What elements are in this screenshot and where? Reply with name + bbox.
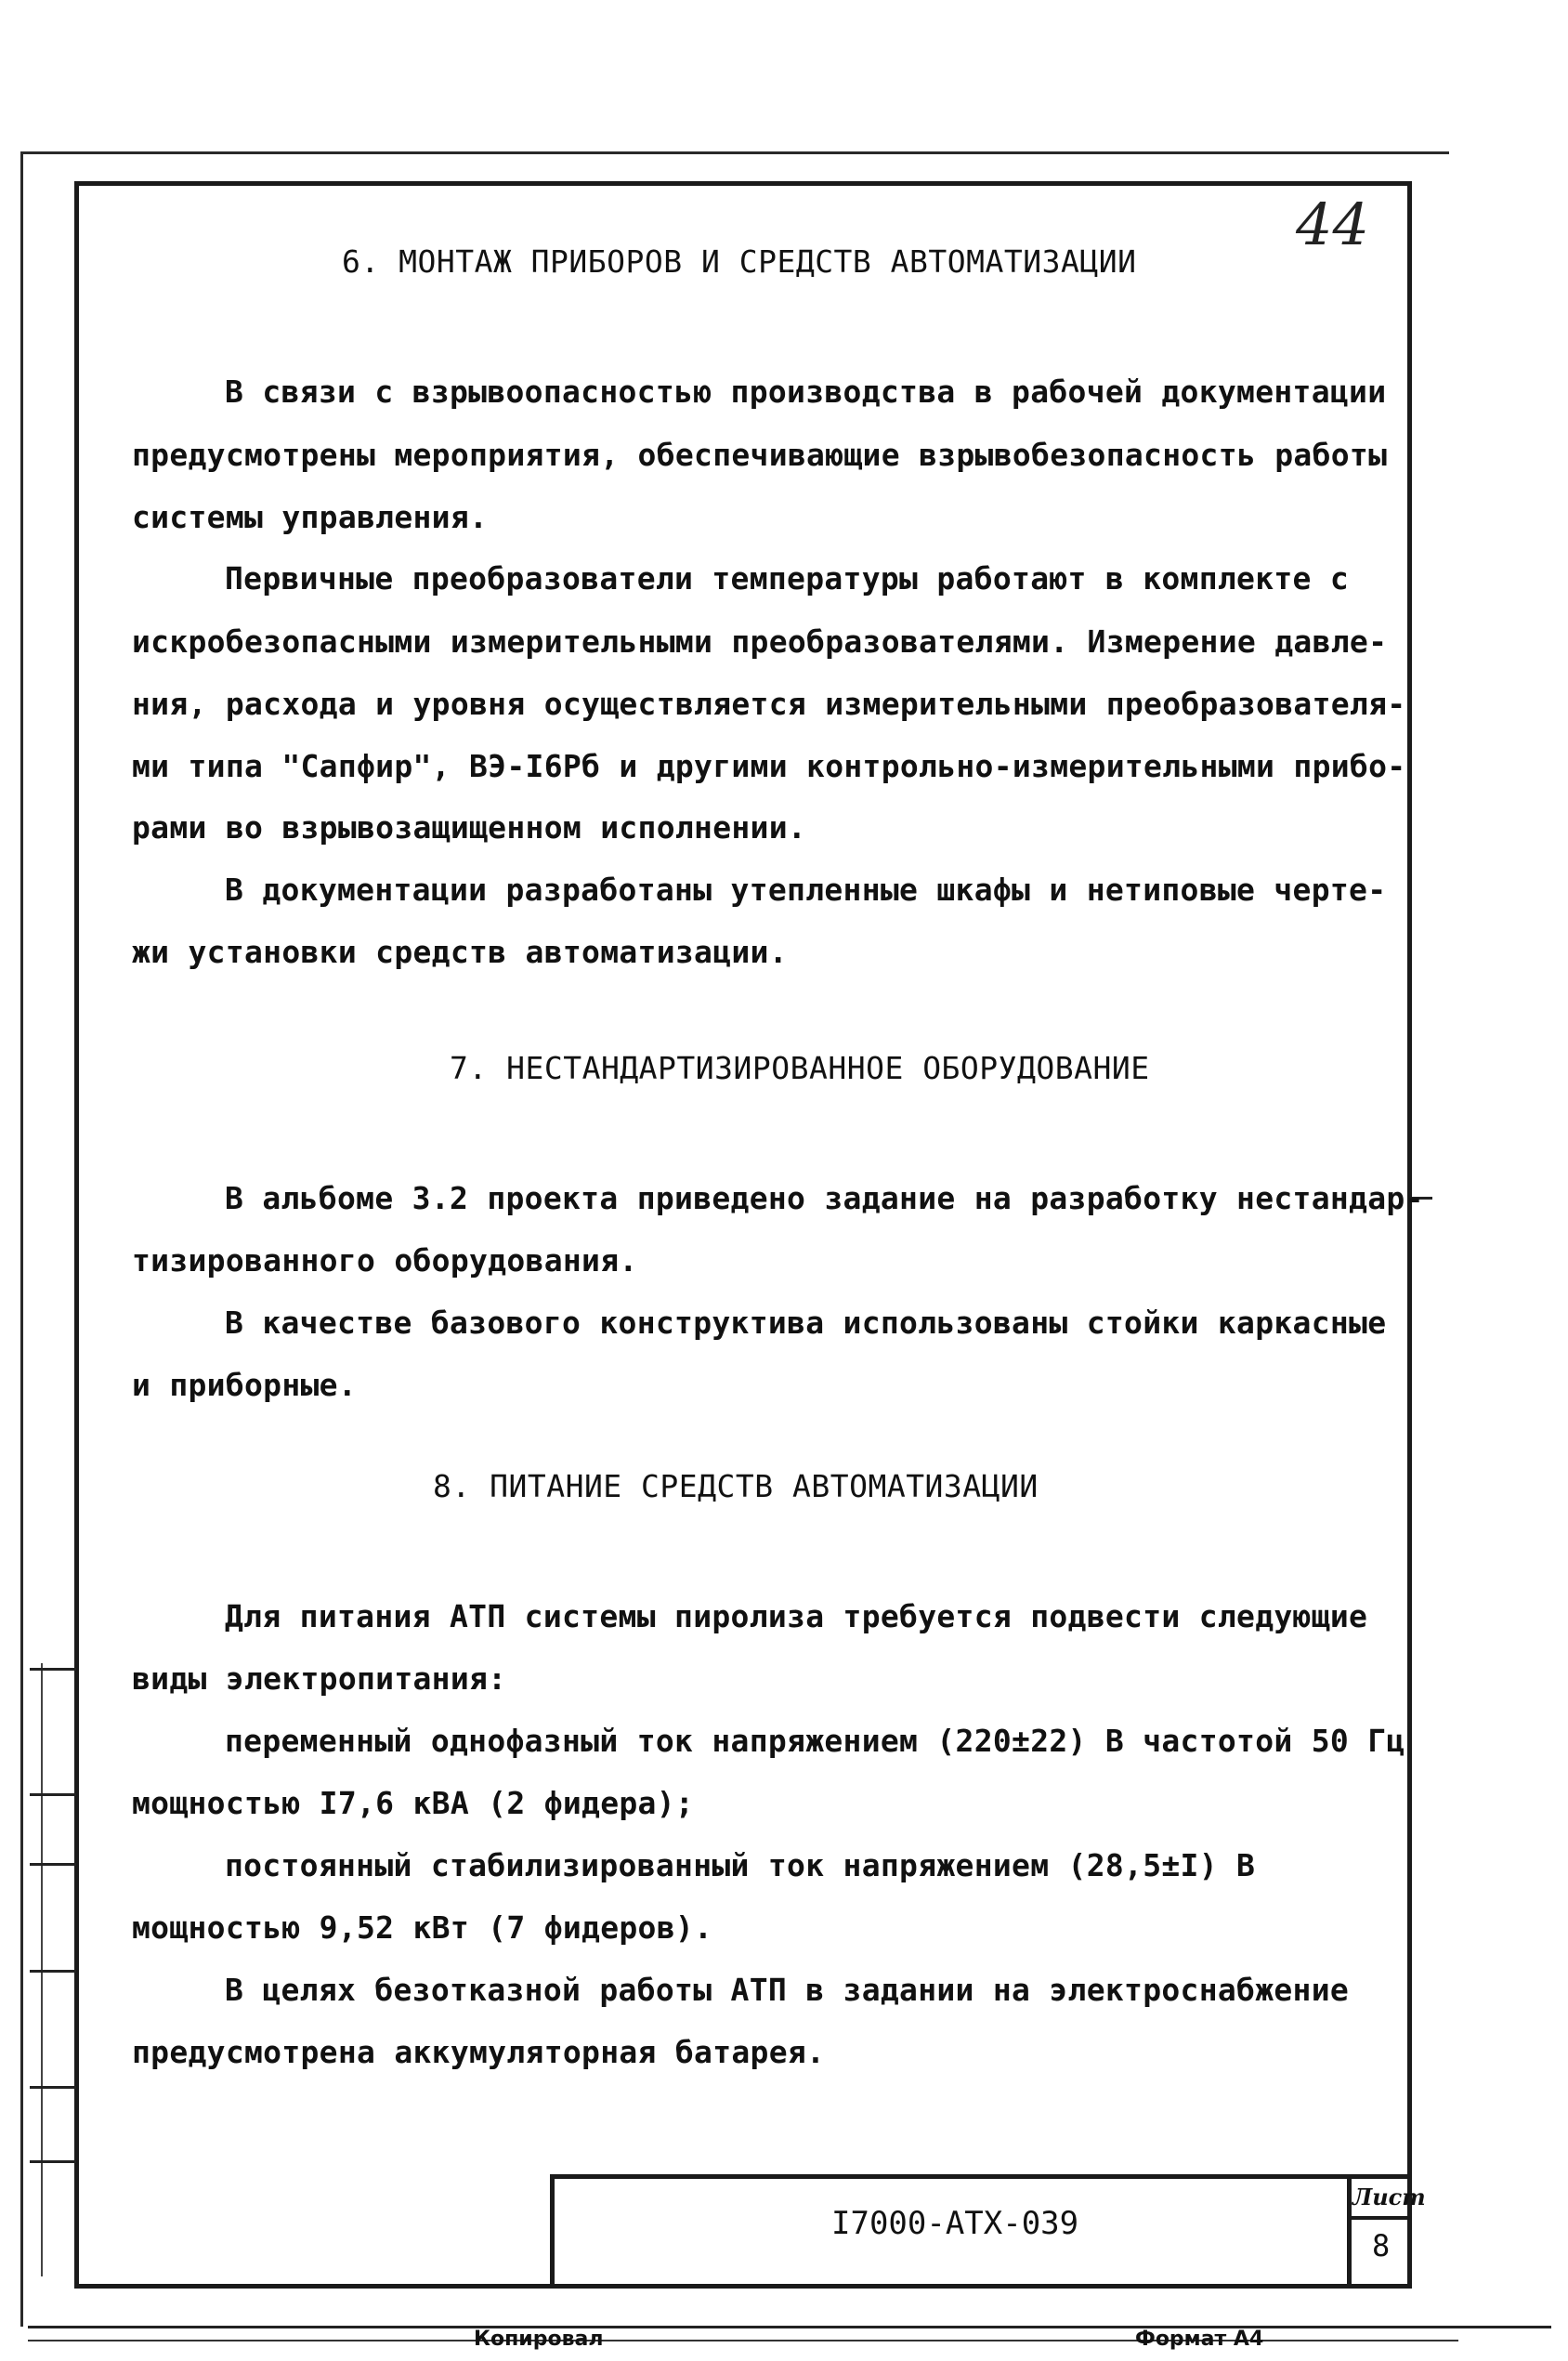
bottom-border: [28, 2326, 1551, 2328]
text-line: и приборные.: [132, 1367, 358, 1403]
text-line: Для питания АТП системы пиролиза требуется подвести следующие: [225, 1598, 1368, 1634]
text-line: Первичные преобразователи температуры работают в комплекте с: [225, 560, 1350, 597]
sheet-label: Лист: [1352, 2184, 1426, 2210]
text-line: мощностью I7,6 кВА (2 фидера);: [132, 1785, 695, 1821]
text-line: жи установки средств автоматизации.: [132, 934, 788, 970]
section-heading: 8. ПИТАНИЕ СРЕДСТВ АВТОМАТИЗАЦИИ: [433, 1468, 1039, 1504]
text-line: В альбоме 3.2 проекта приведено задание на разработку нестандар-: [225, 1180, 1424, 1216]
sheet-number: 8: [1372, 2228, 1391, 2263]
text-line: В связи с взрывоопасностью производства в рабочей документации: [225, 374, 1387, 410]
margin-tick: [30, 1970, 76, 1973]
text-line: ми типа "Сапфир", ВЭ-I6Рб и другими контрольно-измерительными прибо-: [132, 748, 1406, 784]
text-line: системы управления.: [132, 499, 489, 535]
text-line: искробезопасными измерительными преобразователями. Измерение давле-: [132, 623, 1388, 660]
text-line: рами во взрывозащищенном исполнении.: [132, 809, 807, 846]
margin-tick: [30, 1793, 76, 1796]
document-code: I7000-АТХ-039: [831, 2205, 1079, 2242]
text-line: тизированного оборудования.: [132, 1242, 638, 1279]
section-heading: 6. МОНТАЖ ПРИБОРОВ И СРЕДСТВ АВТОМАТИЗАЦИИ: [342, 243, 1137, 280]
handwritten-page-number: 44: [1296, 190, 1369, 258]
sheet-divider: [1347, 2216, 1412, 2220]
text-line: предусмотрены мероприятия, обеспечивающие взрывобезопасность работы: [132, 437, 1388, 473]
text-line: мощностью 9,52 кВт (7 фидеров).: [132, 1909, 713, 1946]
text-line: виды электропитания:: [132, 1660, 507, 1697]
text-line: переменный однофазный ток напряжением (220±22) В частотой 50 Гц: [225, 1723, 1405, 1759]
margin-tick: [30, 2160, 76, 2163]
copied-by-label: Копировал: [474, 2328, 604, 2351]
section-heading: 7. НЕСТАНДАРТИЗИРОВАННОЕ ОБОРУДОВАНИЕ: [450, 1050, 1150, 1086]
margin-tick: [30, 1668, 76, 1671]
text-line: В качестве базового конструктива использованы стойки каркасные: [225, 1305, 1387, 1341]
text-line: предусмотрена аккумуляторная батарея.: [132, 2034, 826, 2070]
text-line: постоянный стабилизированный ток напряжением (28,5±I) В: [225, 1847, 1256, 1883]
text-line: В документации разработаны утепленные шкафы и нетиповые черте-: [225, 872, 1387, 908]
text-line: ния, расхода и уровня осуществляется измерительными преобразователя-: [132, 686, 1406, 722]
margin-tick: [30, 2086, 76, 2089]
margin-tick: [30, 1863, 76, 1866]
format-label: Формат А4: [1135, 2328, 1264, 2351]
text-line: В целях безотказной работы АТП в задании на электроснабжение: [225, 1972, 1350, 2008]
